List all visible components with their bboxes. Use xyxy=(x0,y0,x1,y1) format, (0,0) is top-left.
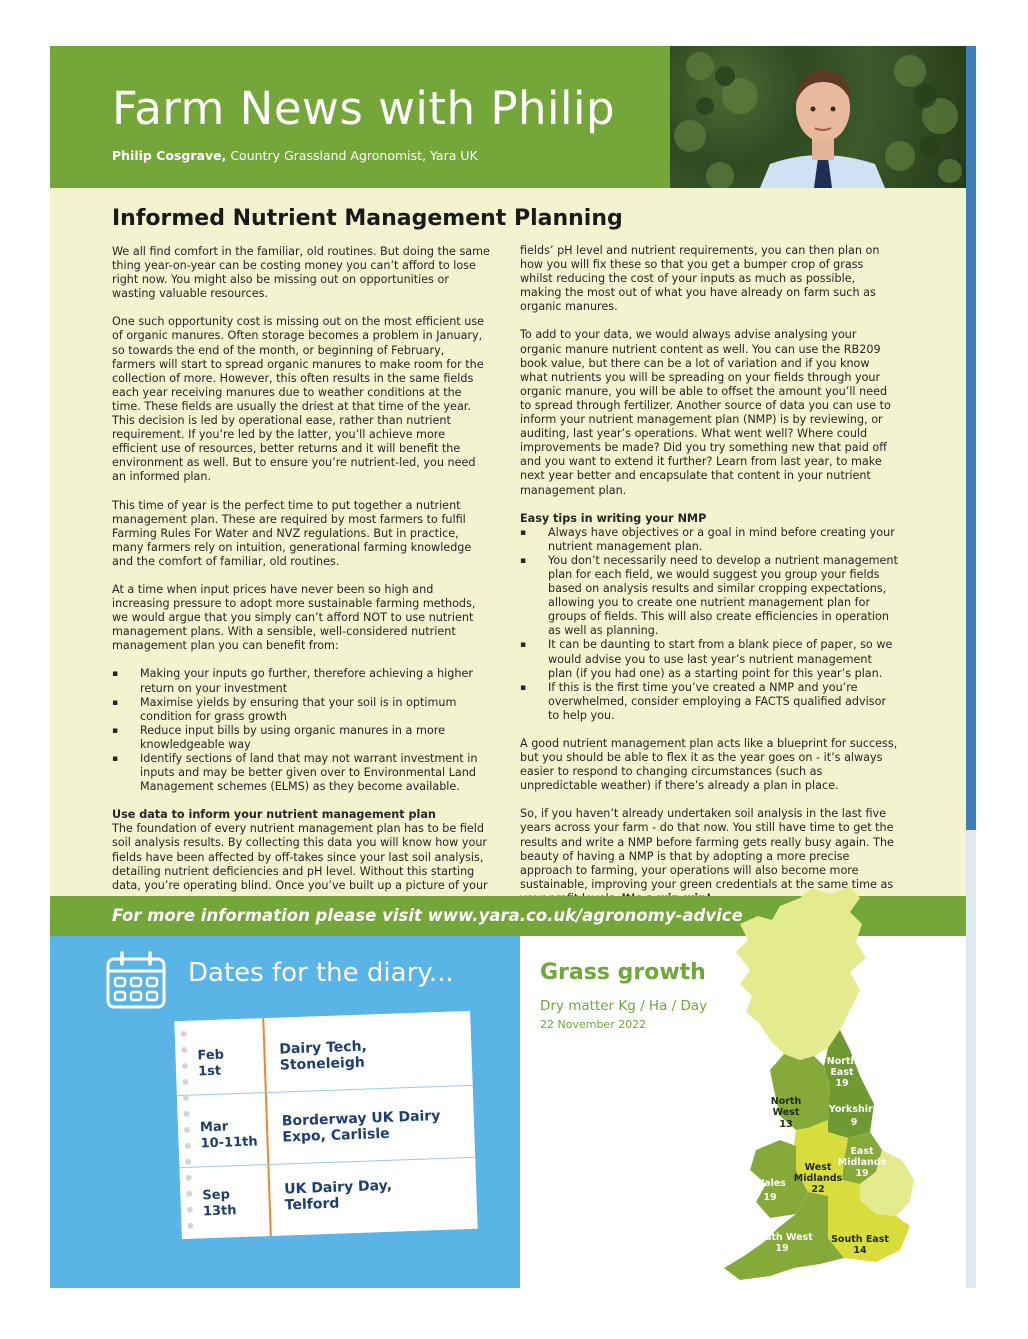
grass-date: 22 November 2022 xyxy=(540,1018,647,1031)
event-month: Sep xyxy=(202,1187,231,1204)
grass-unit: Dry matter Kg / Ha / Day xyxy=(540,998,708,1014)
list-item: ▪ If this is the first time you’ve created a NMP and you’re overwhelmed, consider employing a FACTS qualified advisor to help you. xyxy=(520,681,898,723)
region-label: South West xyxy=(751,1232,813,1243)
event-date xyxy=(202,1186,265,1220)
event-name xyxy=(279,1035,466,1073)
diary-notepaper xyxy=(174,1011,477,1239)
calendar-icon xyxy=(105,950,167,1012)
event-month: Mar xyxy=(199,1119,229,1136)
byline xyxy=(112,148,478,163)
notepaper-hole xyxy=(185,1159,191,1165)
event-month: Feb xyxy=(197,1047,225,1064)
region-value: 22 xyxy=(811,1184,825,1195)
subheading: Easy tips in writing your NMP xyxy=(520,511,707,525)
author-name: Philip Cosgrave, xyxy=(112,148,227,163)
article xyxy=(50,188,966,896)
region-value: 13 xyxy=(779,1119,793,1130)
event-name-line: Telford xyxy=(284,1195,340,1214)
notepaper-rule xyxy=(177,1085,473,1096)
tips-list xyxy=(520,526,898,723)
region-label: South East xyxy=(831,1234,889,1245)
region-label: North xyxy=(826,1056,858,1067)
event-date xyxy=(200,1118,263,1152)
article-title: Informed Nutrient Management Planning xyxy=(112,206,623,231)
grass-title: Grass growth xyxy=(540,960,706,985)
page-title: Farm News with Philip xyxy=(112,82,616,135)
event-name-line: UK Dairy Day, xyxy=(283,1177,393,1198)
notepaper-hole xyxy=(181,1047,187,1053)
region-label: North xyxy=(770,1096,802,1107)
paragraph: fields’ pH level and nutrient requirements, you can then plan on how you will fix these so that you get a bumper crop of grass whilst reducing the cost of your inputs as much as possible, making the most out of what you have already on farm such as organic manures. xyxy=(520,244,880,314)
region-value: 19 xyxy=(775,1243,789,1254)
list-item: ▪ Making your inputs go further, therefore achieving a higher return on your investment xyxy=(112,667,490,695)
notepaper-hole xyxy=(186,1175,192,1181)
list-item: ▪ It can be daunting to start from a blank piece of paper, so we would advise you to use last year’s nutrient management plan (if you had one) as a starting point for this year’s plan. xyxy=(520,638,898,680)
author-photo xyxy=(670,46,966,188)
region-label: East xyxy=(850,1146,874,1157)
list-item: ▪ Maximise yields by ensuring that your soil is in optimum condition for grass growth xyxy=(112,696,490,724)
paragraph: A good nutrient management plan acts like a blueprint for success, but you should be able to flex it as the year goes on - it’s always easier to respond to changing circumstances (such as unpredictable weather) if there’s already a plan in place. xyxy=(520,737,898,793)
paragraph: To add to your data, we would always advise analysing your organic manure nutrient content as well. You can use the RB209 book value, but there can be a lot of variation and if you know what nutrients you will be spreading on your fields through your organic manure, you will be able to offset the amount you’ll need to spread through fertilizer. Another source of data you can use to inform your nutrient management plan (NMP) is by reviewing, or auditing, last year’s operations. What went well? Where could improvements be made? Did you try something new that paid off and you want to extend it further? Learn from last year, to make next year better and encapsulate that content in your nutrient management plan. xyxy=(520,328,891,497)
notepaper-hole xyxy=(184,1127,190,1133)
article-column-right xyxy=(520,244,898,920)
notepaper-hole xyxy=(181,1031,187,1037)
event-name-line: Expo, Carlisle xyxy=(282,1125,390,1146)
event-name xyxy=(284,1175,471,1213)
region-value: 19 xyxy=(835,1078,849,1089)
list-item: ▪ You don’t necessarily need to develop a nutrient management plan for each field, we would suggest you group your fields based on analysis results and similar cropping expectations, allowing you to create one nutrient management plan for groups of fields. This will also create efficiencies in operation as well as planning. xyxy=(520,554,898,639)
subheading: Use data to inform your nutrient management plan xyxy=(112,808,436,822)
map-region-scotland xyxy=(736,886,866,1060)
event-name-line: Dairy Tech, xyxy=(279,1038,368,1058)
region-label: West xyxy=(804,1162,832,1173)
paragraph-text: So, if you haven’t already undertaken soil analysis in the last five years across your farm - do that now. You still have time to get the results and write a NMP before farming gets really busy again. The beauty of having a NMP is that by adopting a more precise approach to farming, your operations will also become more sustainable, improving your green credentials at the same time as xyxy=(520,807,894,891)
event-day: 10-11th xyxy=(200,1134,258,1152)
accent-bar-light xyxy=(966,830,976,1288)
paragraph: At a time when input prices have never been so high and increasing pressure to adopt more sustainable farming methods, we would argue that you simply can’t afford NOT to use nutrient management plans. With a sensible, well-considered nutrient management plan you can benefit from: xyxy=(112,582,476,653)
diary-title: Dates for the diary... xyxy=(188,958,454,988)
notepaper-hole xyxy=(185,1143,191,1149)
region-value: 9 xyxy=(850,1117,858,1128)
event-name-line: Stoneleigh xyxy=(279,1054,366,1074)
list-item: ▪ Identify sections of land that may not warrant investment in inputs and may be better given over to Environmental Land Management schemes (ELMS) as they become available. xyxy=(112,752,490,794)
uk-region-map xyxy=(700,880,936,1286)
event-day: 13th xyxy=(202,1203,237,1220)
notepaper-hole xyxy=(187,1223,193,1229)
event-date xyxy=(197,1046,260,1080)
region-value: 19 xyxy=(855,1168,869,1179)
notepaper-hole xyxy=(182,1063,188,1069)
region-label: East xyxy=(830,1067,854,1078)
region-value: 14 xyxy=(853,1245,867,1256)
benefits-list xyxy=(112,667,490,794)
notepaper-hole xyxy=(183,1111,189,1117)
list-item: ▪ Reduce input bills by using organic manures in a more knowledgeable way xyxy=(112,724,490,752)
article-column-left xyxy=(112,245,490,907)
region-label: Midlands xyxy=(793,1173,843,1184)
accent-bar xyxy=(966,46,976,830)
notepaper-rule xyxy=(179,1157,475,1168)
paragraph: One such opportunity cost is missing out on the most efficient use of organic manures. Often storage becomes a problem in January, so towards the end of the month, or beginning of February, farmers will start to spread organic manures to make room for the collection of more. However, this often results in the same fields each year receiving manures due to weather conditions at the time. These fields are usually the driest at that time of the year. This decision is led by operational ease, rather than nutrient requirement. If you’re led by the latter, you’ll achieve more efficient use of resources, better returns and it will benefit the environment as well. But to ensure you’re nutrient-led, you need an informed plan. xyxy=(112,315,485,484)
region-value: 19 xyxy=(763,1192,777,1203)
notepaper-hole xyxy=(183,1095,189,1101)
paragraph: The foundation of every nutrient management plan has to be field soil analysis results. By collecting this data you will know how your fields have been affected by off-takes since your last soil analysis, detailing nutrient deficiencies and pH level. Without this starting data, you’re operating blind. Once you’ve built up a picture of your xyxy=(112,822,488,892)
region-label: Yorkshire xyxy=(828,1104,880,1115)
region-label: West xyxy=(772,1107,800,1118)
region-label: Wales xyxy=(754,1178,786,1189)
list-item: ▪ Always have objectives or a goal in mind before creating your nutrient management plan. xyxy=(520,526,898,554)
notepaper-hole xyxy=(187,1207,193,1213)
author-role: Country Grassland Agronomist, Yara UK xyxy=(230,148,478,163)
header xyxy=(50,46,670,188)
event-name-line: Borderway UK Dairy xyxy=(281,1108,441,1130)
paragraph: This time of year is the perfect time to put together a nutrient management plan. These are required by most farmers to fulfil Farming Rules For Water and NVZ regulations. But in practice, many farmers rely on intuition, generational farming knowledge and the comfort of familiar, old routines. xyxy=(112,498,472,568)
diary-panel xyxy=(50,936,520,1288)
info-link[interactable]: For more information please visit www.yara.co.uk/agronomy-advice xyxy=(112,906,743,925)
event-day: 1st xyxy=(197,1063,222,1080)
paragraph: We all find comfort in the familiar, old routines. But doing the same thing year-on-year can be costing money you can’t afford to lose right now. You might also be missing out on opportunities or wasting valuable resources. xyxy=(112,245,490,301)
notepaper-hole xyxy=(186,1191,192,1197)
region-label: Midlands xyxy=(837,1157,887,1168)
notepaper-hole xyxy=(182,1079,188,1085)
event-name xyxy=(282,1107,469,1145)
